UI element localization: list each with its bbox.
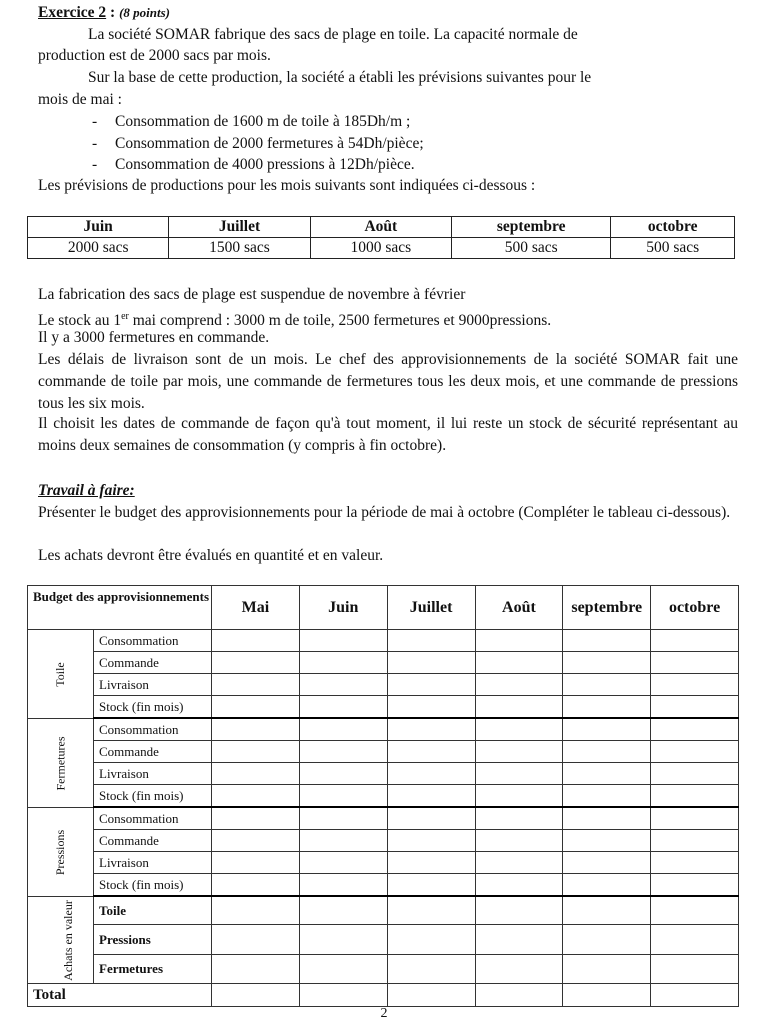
detail-paragraph-1: Les délais de livraison sont de un mois. Le chef des approvisionnements de la société SOMAR fait une commande de toile par mois, une commande de fermetures tous les deux mois, et une commande de pressions tous les six mois. xyxy=(38,351,738,412)
forecast-month: Août xyxy=(310,217,451,238)
cell[interactable] xyxy=(475,652,563,674)
row-label: Commande xyxy=(94,652,212,674)
bullet-item: - Consommation de 2000 fermetures à 54Dh/pièce; xyxy=(92,135,424,152)
cell[interactable] xyxy=(563,741,651,763)
cell[interactable] xyxy=(651,874,739,897)
forecast-value: 500 sacs xyxy=(451,238,610,259)
cell[interactable] xyxy=(212,652,300,674)
forecast-table xyxy=(27,216,735,259)
intro-line-1: La société SOMAR fabrique des sacs de plage en toile. La capacité normale de xyxy=(88,26,578,43)
cell[interactable] xyxy=(651,696,739,719)
cell[interactable] xyxy=(475,984,563,1007)
cell[interactable] xyxy=(387,763,475,785)
cell[interactable] xyxy=(387,630,475,652)
budget-month: Août xyxy=(475,586,563,630)
group-pressions: Pressions xyxy=(28,807,94,896)
cell[interactable] xyxy=(212,874,300,897)
forecast-value: 1000 sacs xyxy=(310,238,451,259)
row-label: Stock (fin mois) xyxy=(94,696,212,719)
cell[interactable] xyxy=(475,925,563,955)
budget-month: Mai xyxy=(212,586,300,630)
cell[interactable] xyxy=(651,718,739,741)
cell[interactable] xyxy=(651,925,739,955)
cell[interactable] xyxy=(387,741,475,763)
cell[interactable] xyxy=(387,674,475,696)
row-label: Livraison xyxy=(94,674,212,696)
cell[interactable] xyxy=(563,763,651,785)
row-label: Stock (fin mois) xyxy=(94,874,212,897)
cell[interactable] xyxy=(212,830,300,852)
cell[interactable] xyxy=(212,785,300,808)
row-label: Stock (fin mois) xyxy=(94,785,212,808)
row-label: Consommation xyxy=(94,630,212,652)
cell[interactable] xyxy=(212,718,300,741)
forecast-month: octobre xyxy=(611,217,735,238)
cell[interactable] xyxy=(651,763,739,785)
cell[interactable] xyxy=(475,807,563,830)
cell[interactable] xyxy=(651,785,739,808)
total-label: Total xyxy=(28,984,212,1007)
cell[interactable] xyxy=(563,674,651,696)
forecast-month: septembre xyxy=(451,217,610,238)
cell[interactable] xyxy=(212,763,300,785)
exercise-heading: Exercice 2 : (8 points) xyxy=(38,4,170,21)
cell[interactable] xyxy=(651,674,739,696)
cell[interactable] xyxy=(651,807,739,830)
cell[interactable] xyxy=(563,785,651,808)
cell[interactable] xyxy=(563,852,651,874)
row-label: Consommation xyxy=(94,807,212,830)
cell[interactable] xyxy=(212,630,300,652)
detail-line-2: Le stock au 1er mai comprend : 3000 m de toile, 2500 fermetures et 9000pressions. xyxy=(38,311,552,330)
intro-line-2: production est de 2000 sacs par mois. xyxy=(38,47,271,64)
cell[interactable] xyxy=(299,630,387,652)
cell[interactable] xyxy=(563,896,651,925)
forecast-value: 1500 sacs xyxy=(169,238,310,259)
cell[interactable] xyxy=(475,630,563,652)
row-label: Toile xyxy=(94,896,212,925)
cell[interactable] xyxy=(563,955,651,984)
cell[interactable] xyxy=(563,925,651,955)
cell[interactable] xyxy=(387,652,475,674)
forecast-intro: Les prévisions de productions pour les mois suivants sont indiquées ci-dessous : xyxy=(38,177,536,194)
cell[interactable] xyxy=(475,763,563,785)
cell[interactable] xyxy=(387,984,475,1007)
row-label: Commande xyxy=(94,741,212,763)
detail-line-3: Il y a 3000 fermetures en commande. xyxy=(38,329,270,346)
cell[interactable] xyxy=(563,718,651,741)
cell[interactable] xyxy=(651,630,739,652)
cell[interactable] xyxy=(387,874,475,897)
cell[interactable] xyxy=(475,830,563,852)
cell[interactable] xyxy=(563,874,651,897)
cell[interactable] xyxy=(212,807,300,830)
cell[interactable] xyxy=(563,630,651,652)
cell[interactable] xyxy=(387,896,475,925)
cell[interactable] xyxy=(299,718,387,741)
cell[interactable] xyxy=(651,955,739,984)
cell[interactable] xyxy=(299,696,387,719)
cell[interactable] xyxy=(299,852,387,874)
cell[interactable] xyxy=(212,955,300,984)
intro-line-4: mois de mai : xyxy=(38,91,122,108)
forecast-value: 2000 sacs xyxy=(28,238,169,259)
cell[interactable] xyxy=(475,874,563,897)
cell[interactable] xyxy=(212,852,300,874)
cell[interactable] xyxy=(651,741,739,763)
row-label: Consommation xyxy=(94,718,212,741)
cell[interactable] xyxy=(563,984,651,1007)
budget-month: Juin xyxy=(299,586,387,630)
exercise-title: Exercice 2 xyxy=(38,4,107,21)
work-title: Travail à faire: xyxy=(38,482,135,499)
cell[interactable] xyxy=(651,984,739,1007)
row-label: Pressions xyxy=(94,925,212,955)
bullet-item: - Consommation de 4000 pressions à 12Dh/pièce. xyxy=(92,156,415,173)
cell[interactable] xyxy=(387,718,475,741)
cell[interactable] xyxy=(299,785,387,808)
cell[interactable] xyxy=(299,925,387,955)
cell[interactable] xyxy=(212,696,300,719)
cell[interactable] xyxy=(212,925,300,955)
group-achats: Achats en valeur xyxy=(28,896,94,984)
cell[interactable] xyxy=(299,652,387,674)
row-label: Fermetures xyxy=(94,955,212,984)
cell[interactable] xyxy=(387,696,475,719)
cell[interactable] xyxy=(475,718,563,741)
row-label: Commande xyxy=(94,830,212,852)
cell[interactable] xyxy=(387,785,475,808)
cell[interactable] xyxy=(651,830,739,852)
cell[interactable] xyxy=(475,852,563,874)
cell[interactable] xyxy=(475,896,563,925)
detail-paragraph-2: Il choisit les dates de commande de façon qu'à tout moment, il lui reste un stock de sécurité représentant au moins deux semaines de consommation (y compris à fin octobre). xyxy=(38,415,738,454)
group-toile: Toile xyxy=(28,630,94,719)
budget-month: octobre xyxy=(651,586,739,630)
forecast-value: 500 sacs xyxy=(611,238,735,259)
forecast-month: Juillet xyxy=(169,217,310,238)
work-line: Les achats devront être évalués en quantité et en valeur. xyxy=(38,547,384,564)
cell[interactable] xyxy=(212,741,300,763)
cell[interactable] xyxy=(299,807,387,830)
cell[interactable] xyxy=(212,896,300,925)
cell[interactable] xyxy=(299,955,387,984)
bullet-item: - Consommation de 1600 m de toile à 185Dh/m ; xyxy=(92,113,411,130)
cell[interactable] xyxy=(475,674,563,696)
cell[interactable] xyxy=(651,852,739,874)
cell[interactable] xyxy=(387,925,475,955)
cell[interactable] xyxy=(563,830,651,852)
budget-month: septembre xyxy=(563,586,651,630)
row-label: Livraison xyxy=(94,763,212,785)
cell[interactable] xyxy=(299,874,387,897)
budget-header: Budget des approvisionnements xyxy=(28,586,212,630)
exercise-points: (8 points) xyxy=(119,5,170,20)
work-paragraph: Présenter le budget des approvisionnements pour la période de mai à octobre (Compléter le tableau ci-dessous). xyxy=(38,504,731,521)
cell[interactable] xyxy=(651,652,739,674)
cell[interactable] xyxy=(475,955,563,984)
cell[interactable] xyxy=(387,852,475,874)
cell[interactable] xyxy=(299,674,387,696)
cell[interactable] xyxy=(299,830,387,852)
row-label: Livraison xyxy=(94,852,212,874)
cell[interactable] xyxy=(387,807,475,830)
cell[interactable] xyxy=(475,785,563,808)
group-fermetures: Fermetures xyxy=(28,718,94,807)
cell[interactable] xyxy=(387,830,475,852)
budget-month: Juillet xyxy=(387,586,475,630)
cell[interactable] xyxy=(212,984,300,1007)
forecast-month: Juin xyxy=(28,217,169,238)
cell[interactable] xyxy=(299,984,387,1007)
cell[interactable] xyxy=(299,763,387,785)
cell[interactable] xyxy=(563,696,651,719)
detail-line-1: La fabrication des sacs de plage est suspendue de novembre à février xyxy=(38,286,466,303)
intro-line-3: Sur la base de cette production, la société a établi les prévisions suivantes pour le xyxy=(88,69,592,86)
budget-table xyxy=(27,585,739,1007)
cell[interactable] xyxy=(475,741,563,763)
cell[interactable] xyxy=(475,696,563,719)
cell[interactable] xyxy=(212,674,300,696)
cell[interactable] xyxy=(651,896,739,925)
cell[interactable] xyxy=(299,896,387,925)
page-number: 2 xyxy=(380,1006,388,1021)
cell[interactable] xyxy=(563,807,651,830)
cell[interactable] xyxy=(299,741,387,763)
cell[interactable] xyxy=(563,652,651,674)
cell[interactable] xyxy=(387,955,475,984)
